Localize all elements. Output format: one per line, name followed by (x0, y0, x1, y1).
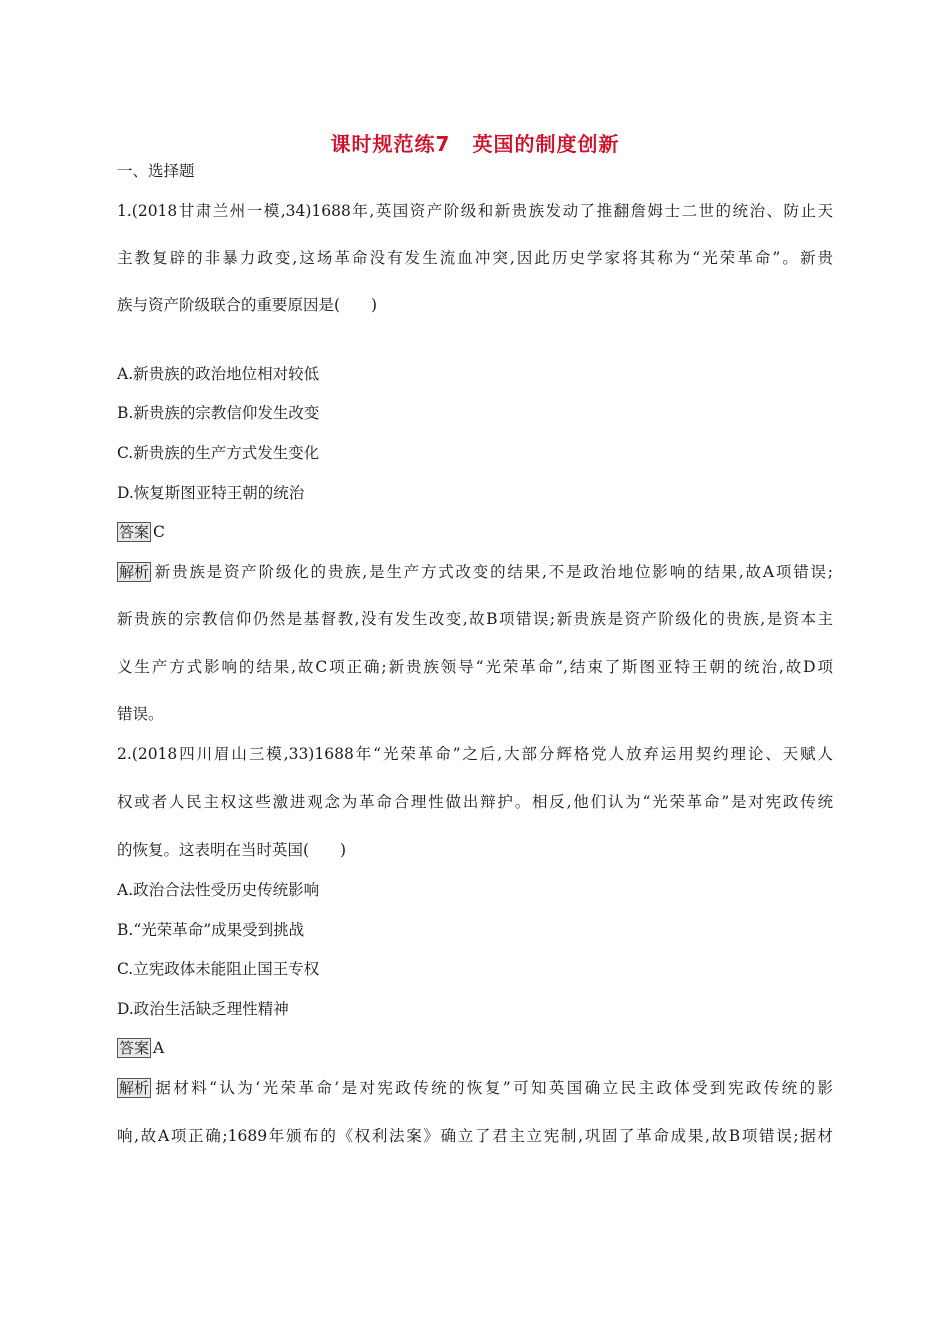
q2-option-a: A.政治合法性受历史传统影响 (117, 881, 320, 899)
q1-analysis-text-1: 新贵族是资产阶级化的贵族,是生产方式改变的结果,不是政治地位影响的结果,故A项错误; (153, 563, 833, 581)
q1-analysis-label: 解析 (119, 563, 150, 581)
q2-analysis-line-1 (117, 1077, 833, 1099)
title-part-1: 课时规范练7 (330, 132, 451, 156)
q2-answer-value: A (153, 1039, 165, 1057)
q1-analysis-line-2: 新贵族的宗教信仰仍然是基督教,没有发生改变,故B项错误;新贵族是资产阶级化的贵族,是资本主 (117, 610, 833, 628)
q1-stem-line-3: 族与资产阶级联合的重要原因是( ) (117, 296, 378, 314)
q1-answer (117, 521, 833, 543)
q1-option-d: D.恢复斯图亚特王朝的统治 (117, 484, 305, 502)
q2-stem-line-3: 的恢复。这表明在当时英国( ) (117, 841, 347, 859)
q2-stem-line-2: 权或者人民主权这些激进观念为革命合理性做出辩护。相反,他们认为“光荣革命”是对宪政传统 (117, 793, 833, 811)
q2-answer-label: 答案 (119, 1039, 150, 1057)
q1-stem-line-2: 主教复辟的非暴力政变,这场革命没有发生流血冲突,因此历史学家将其称为“光荣革命”。新贵 (117, 249, 833, 267)
q2-analysis-line-2: 响,故A项正确;1689年颁布的《权利法案》确立了君主立宪制,巩固了革命成果,故B项错误;据材 (117, 1127, 833, 1145)
q2-stem-line-1: 2.(2018四川眉山三模,33)1688年“光荣革命”之后,大部分辉格党人放弃运用契约理论、天赋人 (117, 745, 833, 763)
q1-stem-line-1: 1.(2018甘肃兰州一模,34)1688年,英国资产阶级和新贵族发动了推翻詹姆士二世的统治、防止天 (117, 202, 833, 220)
q1-answer-label: 答案 (119, 523, 150, 541)
q1-option-b: B.新贵族的宗教信仰发生改变 (117, 404, 320, 422)
q1-option-c: C.新贵族的生产方式发生变化 (117, 444, 320, 462)
q2-option-b: B.“光荣革命”成果受到挑战 (117, 921, 305, 939)
q2-analysis-label: 解析 (119, 1079, 150, 1097)
q1-analysis-line-3: 义生产方式影响的结果,故C项正确;新贵族领导“光荣革命”,结束了斯图亚特王朝的统治,故D项 (117, 658, 833, 676)
q2-analysis-text-1: 据材料“认为‘光荣革命’是对宪政传统的恢复”可知英国确立民主政体受到宪政传统的影 (153, 1079, 833, 1097)
q1-analysis-line-1 (117, 561, 833, 583)
q2-option-c: C.立宪政体未能阻止国王专权 (117, 960, 320, 978)
q2-answer (117, 1037, 833, 1059)
q1-analysis-line-4: 错误。 (117, 705, 164, 723)
q1-answer-value: C (153, 523, 165, 541)
page-title (0, 128, 950, 157)
title-part-2: 英国的制度创新 (472, 132, 620, 156)
section-heading: 一、选择题 (117, 162, 195, 180)
q2-option-d: D.政治生活缺乏理性精神 (117, 1000, 289, 1018)
q1-option-a: A.新贵族的政治地位相对较低 (117, 365, 320, 383)
